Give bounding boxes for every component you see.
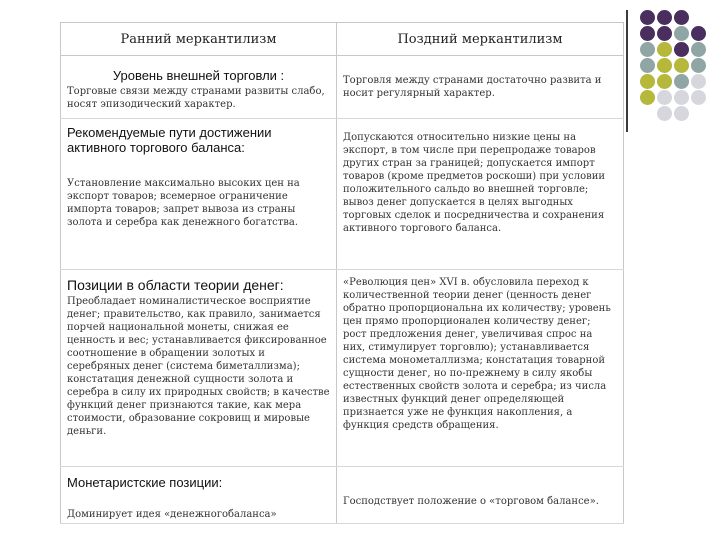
cell-text: Допускаются относительно низкие цены на экспорт, в том числе при перепродаже товаров других стран за границей; допускается импорт товаров (кроме предметов роскоши) при условии положительного сальдо во внешней торговле; вывоз денег допускается в целях выгодных торговых сделок и посредничества и сохранения активного торгового баланса.: [343, 132, 606, 234]
decorative-dot: [674, 106, 689, 121]
cell-text: «Революция цен» XVI в. обусловила переход к количественной теории денег (ценность денег обратно пропорциональна их количеству; уровень цен прямо пропорционален количеству денег; рост предложения денег, увеличивая спрос на них, стимулирует торговлю); устанавливается система монометаллизма; констатация товарной сущности денег, но по-прежнему в силу якобы естественных свойств золота и серебра; из числа известных функций денег определяющей признается уже не функция накопления, а функция средств обращения.: [343, 277, 611, 431]
decorative-dot: [640, 90, 655, 105]
comparison-table: [60, 22, 624, 524]
decorative-dot: [674, 10, 689, 25]
table-cell: [337, 56, 624, 119]
cell-text: Господствует положение о «торговом балансе».: [343, 496, 599, 507]
decorative-dot: [657, 58, 672, 73]
decorative-dot: [640, 42, 655, 57]
decorative-dot: [691, 58, 706, 73]
decorative-dot: [674, 26, 689, 41]
cell-text: Торговля между странами достаточно развита и носит регулярный характер.: [343, 75, 602, 99]
decorative-dot: [657, 26, 672, 41]
table-cell: [337, 467, 624, 524]
decorative-dot: [640, 58, 655, 73]
decorative-dot: [674, 74, 689, 89]
decorative-dot: [657, 106, 672, 121]
table-cell: [61, 56, 337, 119]
decorative-dot: [657, 10, 672, 25]
table-cell: [61, 119, 337, 270]
decorative-dot: [657, 42, 672, 57]
table-row: [61, 56, 624, 119]
table-cell: [337, 270, 624, 467]
decorative-dot: [691, 42, 706, 57]
column-header-early: Ранний меркантилизм: [61, 23, 337, 56]
table-cell: [61, 467, 337, 524]
column-header-late: Поздний меркантилизм: [337, 23, 624, 56]
row-label: Позиции в области теории денег:: [67, 277, 284, 293]
decorative-dots: [640, 10, 720, 120]
decorative-dot: [640, 10, 655, 25]
decorative-dot: [674, 58, 689, 73]
decorative-dot: [640, 74, 655, 89]
cell-text: Торговые связи между странами развиты слабо, носят эпизодический характер.: [67, 86, 325, 110]
row-label: Уровень внешней торговли :: [112, 68, 285, 83]
table-cell: [337, 119, 624, 270]
decorative-dot: [657, 74, 672, 89]
row-label: Рекомендуемые пути достижении активного торгового баланса:: [67, 125, 272, 155]
decorative-dot: [640, 26, 655, 41]
row-label: Монетаристские позиции:: [67, 475, 223, 490]
cell-text: Доминирует идея «денежногобаланса»: [67, 509, 277, 520]
decorative-dot: [691, 74, 706, 89]
cell-text: Установление максимально высоких цен на экспорт товаров; всемерное ограничение импорта товаров; запрет вывоза из страны золота и серебра как денежного богатства.: [67, 178, 300, 228]
table-row: [61, 467, 624, 524]
decorative-dot: [657, 90, 672, 105]
table-cell: [61, 270, 337, 467]
decorative-dot: [691, 26, 706, 41]
divider-line: [626, 10, 628, 132]
table-row: [61, 270, 624, 467]
decorative-dot: [674, 42, 689, 57]
table-row: [61, 119, 624, 270]
decorative-dot: [674, 90, 689, 105]
cell-text: Преобладает номиналистическое восприятие денег; правительство, как правило, занимается порчей национальной монеты, снижая ее ценность и вес; устанавливается фиксированное соотношение в обращении золотых и серебряных денег (система биметаллизма); констатация денежной сущности золота и серебра в силу их природных свойств; в качестве функций денег признаются такие, как мера стоимости, образование сокровищ и мировые деньги.: [67, 296, 330, 437]
decorative-dot: [691, 90, 706, 105]
table-header-row: [61, 23, 624, 56]
